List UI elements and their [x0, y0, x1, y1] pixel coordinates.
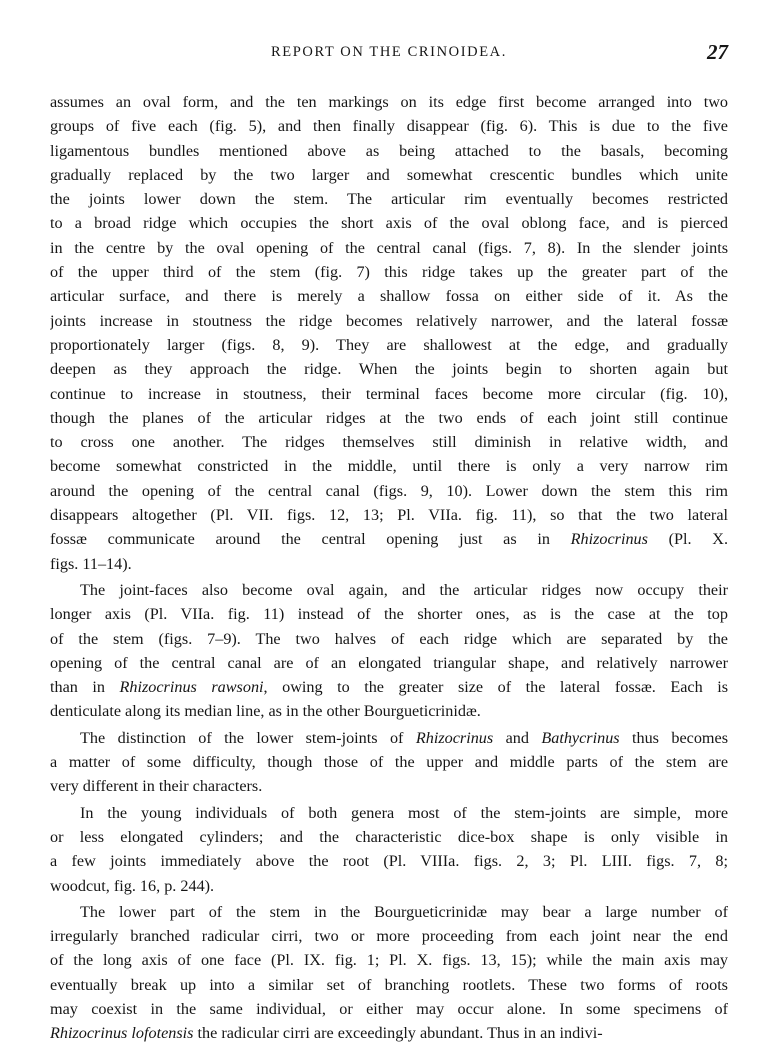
- text-run: to a broad ridge which occupies the short axis of the oval oblong face, and is pierced: [50, 214, 728, 233]
- text-line: [50, 357, 728, 381]
- paragraph: [50, 900, 728, 1046]
- text-line: [50, 552, 728, 576]
- text-line: [50, 774, 728, 798]
- text-line: [50, 849, 728, 873]
- text-line: [50, 1021, 728, 1045]
- page-header: [50, 42, 728, 70]
- text-line: [50, 627, 728, 651]
- italic-taxon-name: Rhizocrinus: [415, 728, 494, 747]
- text-run: disappears altogether (Pl. VII. figs. 12, 13; Pl. VIIa. fig. 11), so that the two lateral: [50, 506, 728, 525]
- text-run: of the long axis of one face (Pl. IX. fig. 1; Pl. X. figs. 13, 15); while the main axis may: [50, 951, 728, 970]
- text-run: longer axis (Pl. VIIa. fig. 11) instead of the shorter ones, as is the case at the top: [50, 605, 728, 624]
- text-run: In the young individuals of both genera most of the stem-joints are simple, more: [80, 803, 728, 822]
- text-line: [50, 726, 728, 750]
- body-text: [50, 90, 728, 1046]
- text-run: irregularly branched radicular cirri, two or more proceeding from each joint near the end: [50, 927, 728, 946]
- text-run: The distinction of the lower stem-joints of: [80, 728, 416, 747]
- text-line: [50, 284, 728, 308]
- text-run: groups of five each (fig. 5), and then finally disappear (fig. 6). This is due to the five: [50, 117, 728, 136]
- text-line: [50, 527, 728, 551]
- text-line: [50, 900, 728, 924]
- text-run: figs. 11–14).: [50, 554, 132, 573]
- text-line: [50, 139, 728, 163]
- text-run: become somewhat constricted in the middle, until there is only a very narrow rim: [50, 457, 728, 476]
- text-run: proportionately larger (figs. 8, 9). They are shallowest at the edge, and gradually: [50, 335, 728, 354]
- text-run: denticulate along its median line, as in the other Bourgueticrinidæ.: [50, 702, 481, 721]
- text-run: The joint-faces also become oval again, and the articular ridges now occupy their: [80, 580, 728, 599]
- text-run: joints increase in stoutness the ridge becomes relatively narrower, and the lateral fossæ: [50, 311, 728, 330]
- text-run: a few joints immediately above the root (Pl. VIIIa. figs. 2, 3; Pl. LIII. figs. 7, 8;: [50, 852, 728, 871]
- text-line: [50, 578, 728, 602]
- text-run: very different in their characters.: [50, 777, 263, 796]
- italic-taxon-name: Rhizocrinus lofotensis: [50, 1024, 194, 1043]
- text-line: [50, 430, 728, 454]
- text-run: than in: [50, 678, 120, 697]
- text-run: woodcut, fig. 16, p. 244).: [50, 876, 215, 895]
- text-run: and: [493, 728, 542, 747]
- text-line: [50, 236, 728, 260]
- running-head: REPORT ON THE CRINOIDEA.: [271, 44, 507, 60]
- text-line: [50, 211, 728, 235]
- text-line: [50, 406, 728, 430]
- text-line: [50, 503, 728, 527]
- text-line: [50, 948, 728, 972]
- italic-taxon-name: Rhizocrinus rawsoni: [119, 678, 264, 697]
- text-line: [50, 699, 728, 723]
- text-line: [50, 479, 728, 503]
- text-run: articular surface, and there is merely a shallow fossa on either side of it. As the: [50, 287, 728, 306]
- text-run: fossæ communicate around the central opening just as in: [50, 530, 571, 549]
- text-run: to cross one another. The ridges themselves still diminish in relative width, and: [50, 433, 728, 452]
- text-run: the joints lower down the stem. The articular rim eventually becomes restricted: [50, 190, 728, 209]
- text-run: , owing to the greater size of the lateral fossæ. Each is: [263, 678, 728, 697]
- text-run: The lower part of the stem in the Bourgueticrinidæ may bear a large number of: [80, 902, 728, 921]
- text-line: [50, 602, 728, 626]
- page-number: 27: [707, 40, 728, 64]
- text-line: [50, 114, 728, 138]
- text-run: of the stem (figs. 7–9). The two halves of each ridge which are separated by the: [50, 629, 728, 648]
- text-line: [50, 750, 728, 774]
- text-run: eventually break up into a similar set of branching rootlets. These two forms of roots: [50, 975, 728, 994]
- text-run: continue to increase in stoutness, their terminal faces become more circular (fig. 10),: [50, 384, 728, 403]
- text-line: [50, 825, 728, 849]
- text-run: opening of the central canal are of an elongated triangular shape, and relatively narrower: [50, 653, 728, 672]
- text-run: a matter of some difficulty, though those of the upper and middle parts of the stem are: [50, 753, 728, 772]
- text-line: [50, 651, 728, 675]
- text-run: may coexist in the same individual, or either may occur alone. In some specimens of: [50, 999, 728, 1018]
- text-line: [50, 260, 728, 284]
- text-line: [50, 333, 728, 357]
- text-run: the radicular cirri are exceedingly abundant. Thus in an indivi-: [193, 1024, 603, 1043]
- text-run: though the planes of the articular ridges at the two ends of each joint still continue: [50, 408, 728, 427]
- text-run: ligamentous bundles mentioned above as being attached to the basals, becoming: [50, 141, 728, 160]
- text-run: (Pl. X.: [647, 530, 728, 549]
- text-line: [50, 801, 728, 825]
- italic-taxon-name: Rhizocrinus: [570, 530, 648, 549]
- text-line: [50, 90, 728, 114]
- text-line: [50, 675, 728, 699]
- text-run: thus becomes: [619, 728, 728, 747]
- text-line: [50, 382, 728, 406]
- text-line: [50, 454, 728, 478]
- paragraph: [50, 726, 728, 799]
- text-line: [50, 973, 728, 997]
- text-run: gradually replaced by the two larger and somewhat crescentic bundles which unite: [50, 165, 728, 184]
- text-run: deepen as they approach the ridge. When the joints begin to shorten again but: [50, 360, 728, 379]
- text-line: [50, 163, 728, 187]
- text-run: assumes an oval form, and the ten markings on its edge first become arranged into two: [50, 93, 728, 111]
- text-run: of the upper third of the stem (fig. 7) this ridge takes up the greater part of the: [50, 263, 728, 282]
- text-line: [50, 924, 728, 948]
- paragraph: [50, 578, 728, 724]
- text-line: [50, 997, 728, 1021]
- paragraph: [50, 90, 728, 576]
- text-run: or less elongated cylinders; and the characteristic dice-box shape is only visible in: [50, 827, 728, 846]
- text-run: in the centre by the oval opening of the central canal (figs. 7, 8). In the slender joints: [50, 238, 728, 257]
- paragraph: [50, 801, 728, 898]
- italic-taxon-name: Bathycrinus: [541, 728, 620, 747]
- text-run: around the opening of the central canal (figs. 9, 10). Lower down the stem this rim: [50, 481, 728, 500]
- text-line: [50, 187, 728, 211]
- text-line: [50, 309, 728, 333]
- text-line: [50, 874, 728, 898]
